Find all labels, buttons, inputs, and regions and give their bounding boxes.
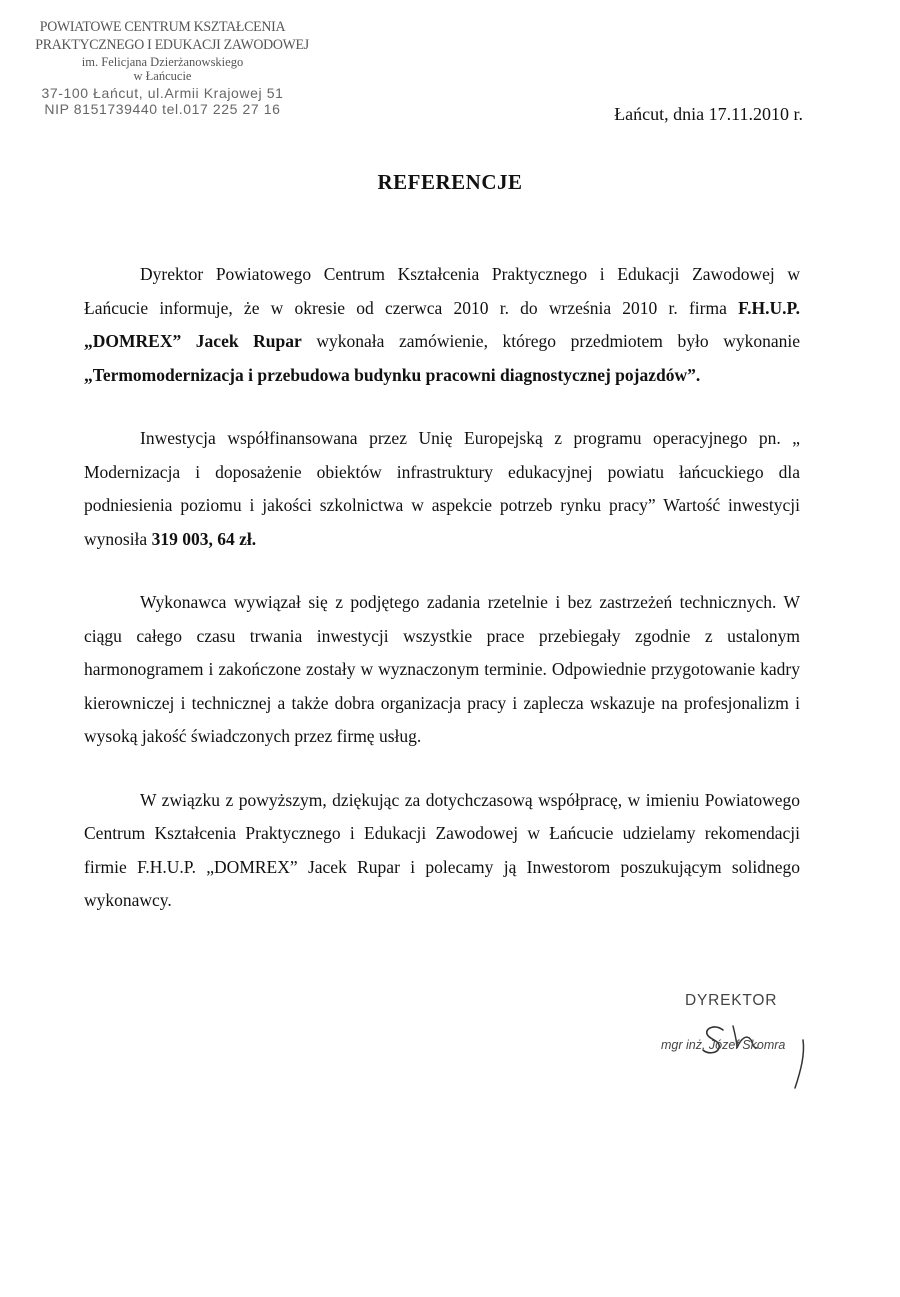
paragraph-3: Wykonawca wywiązał się z podjętego zadania rzetelnie i bez zastrzeżeń technicznych. W ciągu całego czasu trwania inwestycji wszystkie prace przebiegały zgodnie z ustalonym harmonogramem i zakończone zostały w wyznaczonym terminie. Odpowiednie przygotowanie kadry kierowniczej i technicznej a także dobra organizacja pracy i zaplecza wskazuje na profesjonalizm i wysoką jakość świadczonych przez firmę usług. — [84, 592, 800, 746]
signatory-name: mgr inż. Józef Skomra — [661, 1038, 786, 1052]
signature-title: DYREKTOR — [685, 992, 778, 1009]
signature-block — [655, 988, 835, 1088]
paragraph-1 — [84, 258, 800, 392]
stamp-line-4: w Łańcucie — [133, 68, 192, 83]
stamp-line-3: im. Felicjana Dzierżanowskiego — [81, 55, 244, 69]
stamp-line-1: POWIATOWE CENTRUM KSZTAŁCENIA — [39, 19, 286, 35]
paragraph-2 — [84, 422, 800, 556]
project-title: „Termomodernizacja i przebudowa budynku pracowni diagnostycznej pojazdów”. — [84, 364, 701, 385]
letter-date: Łańcut, dnia 17.11.2010 r. — [614, 104, 803, 124]
stamp-line-2: PRAKTYCZNEGO I EDUKACJI ZAWODOWEJ — [35, 36, 309, 53]
paragraph-1-text-b: wykonała zamówienie, którego przedmiotem było wykonanie — [301, 331, 800, 351]
institution-stamp — [30, 19, 309, 117]
company-name: F.H.U.P. „DOMREX” Jacek Rupar — [84, 297, 800, 351]
stamp-nip-phone: NIP 8151739440 tel.017 225 27 16 — [44, 101, 281, 117]
paragraph-2-text: Inwestycja współfinansowana przez Unię Europejską z programu operacyjnego pn. „ Modernizacja i doposażenie obiektów infrastruktury edukacyjnej powiatu łańcuckiego dla podniesienia poziomu i jakości szkolnictwa w aspekcie potrzeb rynku pracy” Wartość inwestycji wynosiła — [84, 428, 800, 549]
document-title: REFERENCJE — [377, 170, 523, 194]
stamp-address: 37-100 Łańcut, ul.Armii Krajowej 51 — [41, 85, 284, 101]
letter-body — [84, 258, 800, 918]
investment-value: 319 003, 64 zł. — [151, 528, 257, 549]
paragraph-1-text-a: Dyrektor Powiatowego Centrum Kształcenia Praktycznego i Edukacji Zawodowej w Łańcucie informuje, że w okresie od czerwca 2010 r. do września 2010 r. firma — [84, 264, 800, 318]
paragraph-4: W związku z powyższym, dziękując za dotychczasową współpracę, w imieniu Powiatowego Centrum Kształcenia Praktycznego i Edukacji Zawodowej w Łańcucie udzielamy rekomendacji firmie F.H.U.P. „DOMREX” Jacek Rupar i polecamy ją Inwestorom poszukującym solidnego wykonawcy. — [84, 789, 800, 910]
